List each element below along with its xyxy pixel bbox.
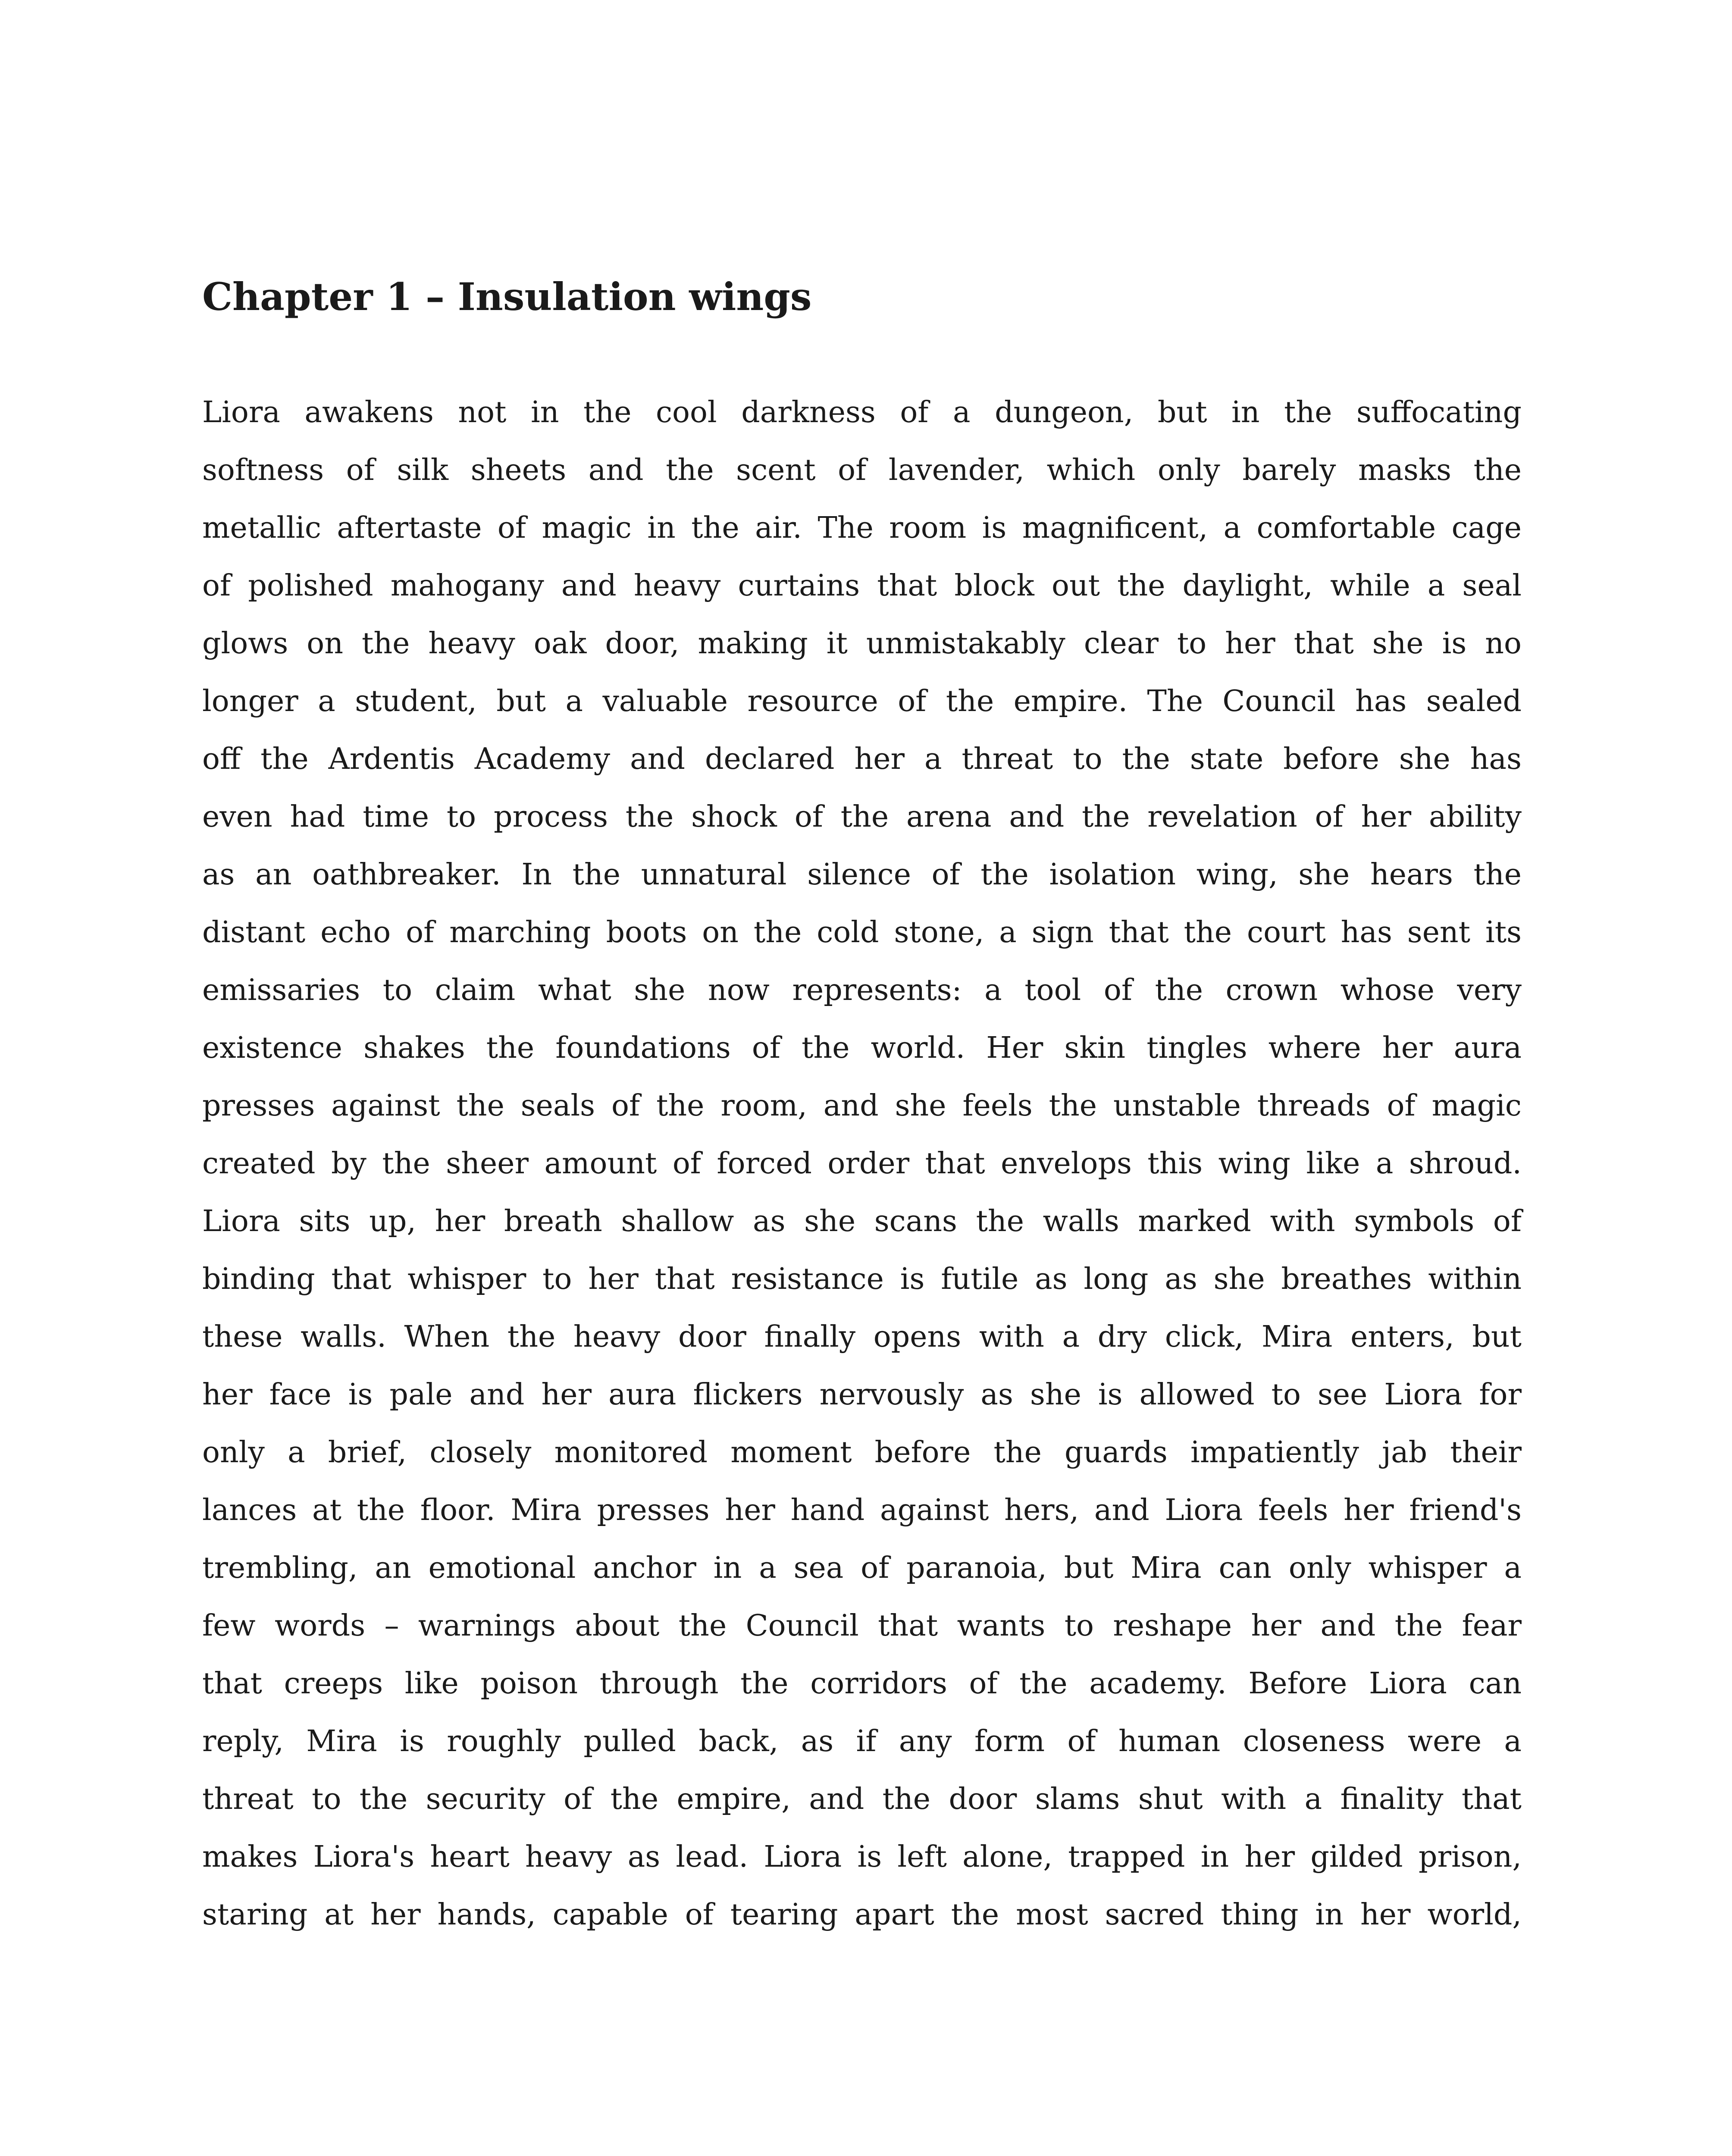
paragraph-line: only a brief, closely monitored moment before the guards impatiently jab their bbox=[202, 1435, 1522, 1470]
chapter-title: Chapter 1 – Insulation wings bbox=[202, 274, 812, 319]
paragraph-line: existence shakes the foundations of the world. Her skin tingles where her aura bbox=[202, 1031, 1522, 1065]
paragraph-line: as an oathbreaker. In the unnatural silence of the isolation wing, she hears the bbox=[202, 858, 1522, 892]
paragraph-line: emissaries to claim what she now represents: a tool of the crown whose very bbox=[202, 973, 1522, 1007]
paragraph-line: binding that whisper to her that resistance is futile as long as she breathes within bbox=[202, 1262, 1522, 1296]
paragraph-line: presses against the seals of the room, and she feels the unstable threads of magic bbox=[202, 1089, 1522, 1123]
paragraph-line: of polished mahogany and heavy curtains that block out the daylight, while a seal bbox=[202, 569, 1522, 603]
paragraph-line: Liora awakens not in the cool darkness of a dungeon, but in the suffocating bbox=[202, 395, 1522, 429]
paragraph-line: threat to the security of the empire, and the door slams shut with a finality that bbox=[202, 1782, 1522, 1816]
paragraph-line: longer a student, but a valuable resource of the empire. The Council has sealed bbox=[202, 684, 1522, 718]
paragraph-line: these walls. When the heavy door finally opens with a dry click, Mira enters, but bbox=[202, 1320, 1522, 1354]
chapter-body bbox=[202, 384, 1522, 1944]
paragraph-line: even had time to process the shock of the arena and the revelation of her ability bbox=[202, 800, 1522, 834]
paragraph-line: that creeps like poison through the corridors of the academy. Before Liora can bbox=[202, 1667, 1522, 1701]
paragraph-line: lances at the floor. Mira presses her hand against hers, and Liora feels her friend's bbox=[202, 1493, 1522, 1527]
paragraph-line: makes Liora's heart heavy as lead. Liora is left alone, trapped in her gilded prison, bbox=[202, 1840, 1522, 1874]
paragraph-line: reply, Mira is roughly pulled back, as if any form of human closeness were a bbox=[202, 1724, 1522, 1758]
paragraph-line: distant echo of marching boots on the cold stone, a sign that the court has sent its bbox=[202, 915, 1522, 950]
paragraph-line: trembling, an emotional anchor in a sea of paranoia, but Mira can only whisper a bbox=[202, 1551, 1522, 1585]
paragraph-line: metallic aftertaste of magic in the air. The room is magnificent, a comfortable cage bbox=[202, 511, 1522, 545]
paragraph-line: few words – warnings about the Council that wants to reshape her and the fear bbox=[202, 1609, 1522, 1643]
paragraph-line: staring at her hands, capable of tearing apart the most sacred thing in her world, bbox=[202, 1898, 1522, 1932]
paragraph-line: off the Ardentis Academy and declared her a threat to the state before she has bbox=[202, 742, 1522, 776]
paragraph-line: glows on the heavy oak door, making it unmistakably clear to her that she is no bbox=[202, 627, 1522, 661]
paragraph-line: her face is pale and her aura flickers nervously as she is allowed to see Liora for bbox=[202, 1378, 1522, 1412]
paragraph-line: softness of silk sheets and the scent of lavender, which only barely masks the bbox=[202, 453, 1522, 487]
paragraph-line: Liora sits up, her breath shallow as she scans the walls marked with symbols of bbox=[202, 1204, 1522, 1238]
paragraph-line: created by the sheer amount of forced order that envelops this wing like a shroud. bbox=[202, 1147, 1522, 1181]
